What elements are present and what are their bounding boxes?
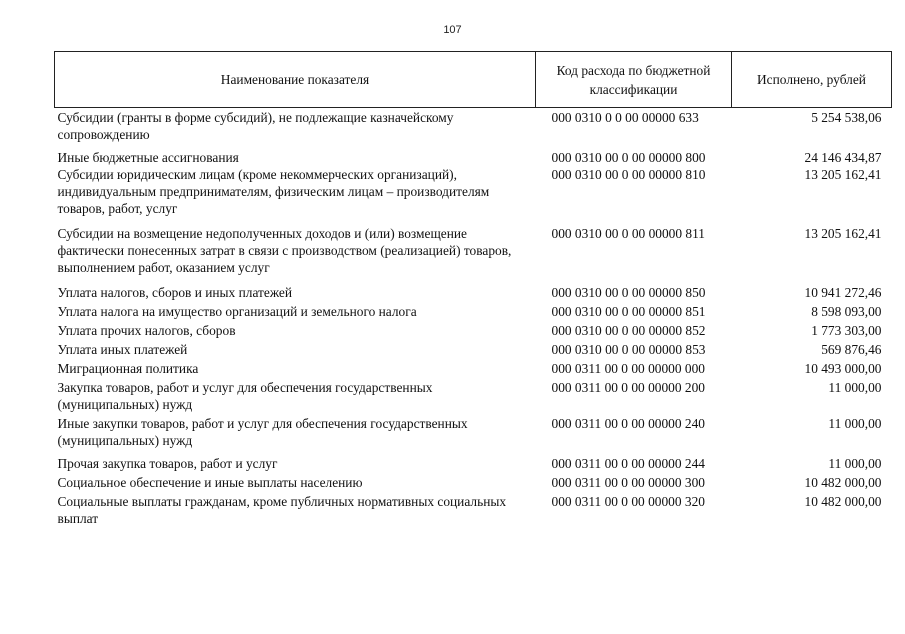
row-executed: 13 205 162,41 (804, 226, 882, 241)
header-row (55, 52, 892, 108)
page-number: 107 (443, 24, 462, 36)
row-executed: 24 146 434,87 (804, 150, 882, 165)
row-name: Уплата прочих налогов, сборов (57, 323, 236, 338)
row-executed: 5 254 538,06 (811, 110, 882, 125)
row-code: 000 0310 00 0 00 00000 810 (551, 167, 706, 182)
row-code: 000 0310 00 0 00 00000 852 (551, 323, 706, 338)
table-row (55, 339, 892, 358)
table-row (55, 301, 892, 320)
table-row (55, 282, 892, 301)
row-name: Прочая закупка товаров, работ и услуг (57, 456, 278, 471)
row-name: Закупка товаров, работ и услуг для обеспечения государственных (муниципальных) нужд (57, 380, 433, 412)
table-row (55, 358, 892, 377)
row-code: 000 0311 00 0 00 00000 240 (551, 416, 705, 431)
row-executed: 569 876,46 (821, 342, 882, 357)
row-executed: 11 000,00 (828, 456, 882, 471)
row-name: Социальные выплаты гражданам, кроме публичных нормативных социальных выплат (57, 494, 507, 526)
row-code: 000 0310 00 0 00 00000 800 (551, 150, 706, 165)
header-name: Наименование показателя (55, 52, 536, 108)
row-executed: 10 941 272,46 (804, 285, 882, 300)
row-code: 000 0311 00 0 00 00000 300 (551, 475, 705, 490)
table-row (55, 223, 892, 282)
table-row (55, 413, 892, 455)
row-code: 000 0311 00 0 00 00000 200 (551, 380, 705, 395)
row-name: Субсидии юридическим лицам (кроме некоммерческих организаций), индивидуальным предпринимателям, физическим лицам – производителям товаров, работ, услуг (57, 167, 490, 216)
table-row (55, 108, 892, 150)
row-executed: 10 493 000,00 (804, 361, 882, 376)
row-name: Уплата налогов, сборов и иных платежей (57, 285, 293, 300)
table-row (55, 166, 892, 223)
row-code: 000 0311 00 0 00 00000 000 (551, 361, 705, 376)
row-code: 000 0310 00 0 00 00000 853 (551, 342, 706, 357)
table-row (55, 491, 892, 527)
row-name: Иные закупки товаров, работ и услуг для обеспечения государственных (муниципальных) нужд (57, 416, 468, 448)
table-row (55, 149, 892, 166)
row-executed: 1 773 303,00 (811, 323, 882, 338)
row-code: 000 0310 00 0 00 00000 850 (551, 285, 706, 300)
header-executed: Исполнено, рублей (732, 52, 892, 108)
row-executed: 10 482 000,00 (804, 475, 882, 490)
row-name: Уплата иных платежей (57, 342, 188, 357)
table-row (55, 472, 892, 491)
row-executed: 11 000,00 (828, 416, 882, 431)
row-executed: 10 482 000,00 (804, 494, 882, 509)
row-name: Иные бюджетные ассигнования (57, 150, 239, 165)
row-code: 000 0311 00 0 00 00000 320 (551, 494, 705, 509)
row-executed: 8 598 093,00 (811, 304, 882, 319)
row-code: 000 0310 00 0 00 00000 811 (551, 226, 705, 241)
row-name: Социальное обеспечение и иные выплаты населению (57, 475, 363, 490)
row-code: 000 0310 00 0 00 00000 851 (551, 304, 706, 319)
row-executed: 13 205 162,41 (804, 167, 882, 182)
table-header (55, 52, 892, 108)
row-code: 000 0310 0 0 00 00000 633 (551, 110, 699, 125)
budget-expenditure-table (54, 51, 892, 527)
row-name: Уплата налога на имущество организаций и земельного налога (57, 304, 417, 319)
row-name: Миграционная политика (57, 361, 199, 376)
row-name: Субсидии на возмещение недополученных доходов и (или) возмещение фактически понесенных затрат в связи с производством (реализацией) товаров, выполнением работ, оказанием услуг (57, 226, 512, 275)
table-row (55, 377, 892, 413)
header-code: Код расхода по бюджетной классификации (536, 52, 732, 108)
row-code: 000 0311 00 0 00 00000 244 (551, 456, 705, 471)
row-executed: 11 000,00 (828, 380, 882, 395)
row-name: Субсидии (гранты в форме субсидий), не подлежащие казначейскому сопровождению (57, 110, 454, 142)
table-row (55, 455, 892, 472)
table-row (55, 320, 892, 339)
table-body (55, 108, 892, 528)
